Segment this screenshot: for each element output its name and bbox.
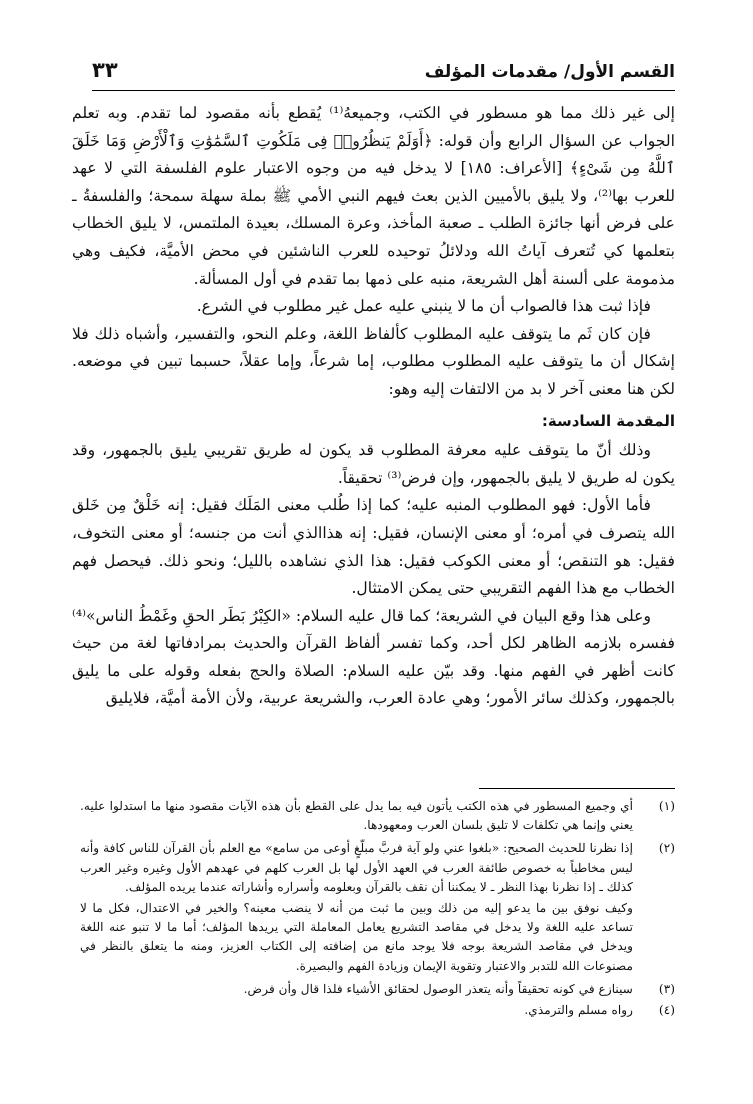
footnotes <box>80 797 675 1020</box>
paragraph-1: إلى غير ذلك مما هو مسطور في الكتب، وجميعهُ⁽¹⁾ يُقطع بأنه مقصود لما تقدم. وبه تعلم الجواب عن السؤال الرابع وأن قوله: ﴿أَوَلَمْ يَنظُرُوا۟ فِى مَلَكُوتِ ٱلسَّمَٰوَٰتِ وَٱلْأَرْضِ وَمَا خَلَقَ ٱللَّهُ مِن شَىْءٍ﴾ [الأعراف: ١٨٥] لا يدخل فيه من وجوه الاعتبار علوم الفلسفة التي لا عهد للعرب بها⁽²⁾، ولا يليق بالأميين الذين بعث فيهم النبي الأمي ﷺ بملة سهلة سمحة؛ والفلسفةُ ـ على فرض أنها جائزة الطلب ـ صعبة المأخذ، وعرة المسلك، بعيدة الملتمس، لا يليق الخطاب بتعلمها كي تُتعرف آياتُ الله ودلائلُ توحيده للعرب الناشئين في محض الأميَّة، فكيف وهي مذمومة على ألسنة أهل الشريعة، منبه على ذمها بما تقدم في أول المسألة. <box>72 104 675 288</box>
paragraph-3: فإن كان ثَم ما يتوقف عليه المطلوب كألفاظ اللغة، وعلم النحو، والتفسير، وأشباه ذلك فلا إشكال أن ما يتوقف عليه المطلوب مطلوب، إما شرعاً، وإما عقلاً، حسبما تبين في موضعه. لكن هنا معنى آخر لا بد من الالتفات إليه وهو: <box>72 324 675 398</box>
section-heading: المقدمة السادسة: <box>541 411 675 430</box>
paragraph-4: وذلك أنّ ما يتوقف عليه معرفة المطلوب قد يكون له طريق تقريبي يليق بالجمهور، وقد يكون له طريق لا يليق بالجمهور، وإن فرض⁽³⁾ تحقيقاً. <box>72 441 675 487</box>
footnote-3 <box>80 980 675 999</box>
page-number: ٣٣ <box>92 58 118 82</box>
footnote-2-continued <box>80 899 675 976</box>
paragraph-2: فإذا ثبت هذا فالصواب أن ما لا ينبني عليه عمل غير مطلوب في الشرع. <box>196 297 651 316</box>
footnote-number: (٣) <box>658 981 675 996</box>
footnote-2 <box>80 839 675 897</box>
paragraph-6: وعلى هذا وقع البيان في الشريعة؛ كما قال عليه السلام: «الكِبْرُ بَطَر الحقِ وغَمْطُ الناس»⁽⁴⁾ ففسره بلازمه الظاهر لكل أحد، وكما تفسر ألفاظ القرآن والحديث بمرادفاتها لغة من حيث كانت أظهر في الفهم منها. وقد بيّن عليه السلام: الصلاة والحج بفعله وقوله على ما يليق بالجمهور، وكذلك سائر الأمور؛ وهي عادة العرب، والشريعة عربية، ولأن الأمة أميَّة، فلايليق <box>72 606 675 708</box>
footnote-4 <box>80 1001 675 1020</box>
page-header <box>92 58 675 91</box>
footnote-text: إذا نظرنا للحديث الصحيح: «بلغوا عني ولو آية فربَّ مبلّغٍ أوعى من سامع» مع العلم بأن القرآن للناس كافة وأنه ليس مخاطباً به خصوص طائفة العرب في العهد الأول لها بل العرب كلهم في عهدهم الأول وغيره وغير العرب كذلك ـ إذا نظرنا بهذا النظر ـ لا يمكننا أن نقف بالقرآن وبعلومه وأسراره وأشاراته عندما يريده المؤلف. <box>80 841 633 894</box>
paragraph-5: فأما الأول: فهو المطلوب المنبه عليه؛ كما إذا طُلب معنى المَلَك فقيل: إنه خَلْقٌ مِن خَلق الله يتصرف في أمره؛ أو معنى الإنسان، فقيل: إنه هذاالذي أنت من جنسه؛ أو معنى التخوف، فقيل: هو التنقص؛ أو معنى الكوكب فقيل: هذا الذي نشاهده بالليل؛ ونحو ذلك. فيحصل فهم الخطاب مع هذا الفهم التقريبي حتى يمكن الامتثال. <box>72 496 675 598</box>
footnote-number: (٤) <box>658 1003 675 1018</box>
footnote-text: سينازع في كونه تحقيقاً وأنه يتعذر الوصول لحقائق الأشياء فلذا قال وأن فرض. <box>243 981 633 996</box>
footnote-1 <box>80 797 675 835</box>
footnote-separator <box>479 788 675 789</box>
footnote-text: أي وجميع المسطور في هذه الكتب يأتون فيه بما يدل على القطع بأن هذه الآيات مقصود منها ما استدلوا عليه. يعني وإنما هي تكلفات لا تليق بلسان العرب ومعهودها. <box>80 799 633 833</box>
main-text <box>72 100 675 713</box>
footnote-text: رواه مسلم والترمذي. <box>524 1003 633 1018</box>
footnote-number: (٢) <box>658 841 675 856</box>
running-title: القسم الأول/ مقدمات المؤلف <box>424 62 675 82</box>
footnote-number: (١) <box>658 799 675 813</box>
footnote-text: وكيف نوفق بين ما يدعو إليه من ذلك وبين ما ثبت من أنه لا ينضب معينه؟ والخير في الاعتدال، فكل ما لا تساعد عليه اللغة ولا يدخل في مقاصد التشريع يعامل المعاملة التي يريدها المؤلف؛ أما ما لا تنبو عنه اللغة ويدخل في مقاصد الشريعة بوجه فلا يوجد مانع من إضافته إلى الكتاب العزيز، ومنه ما يتعلق بالنظر في مصنوعات الله للتدبر والاعتبار وتقوية الإيمان وزيادة الفهم والبصيرة. <box>80 901 633 973</box>
